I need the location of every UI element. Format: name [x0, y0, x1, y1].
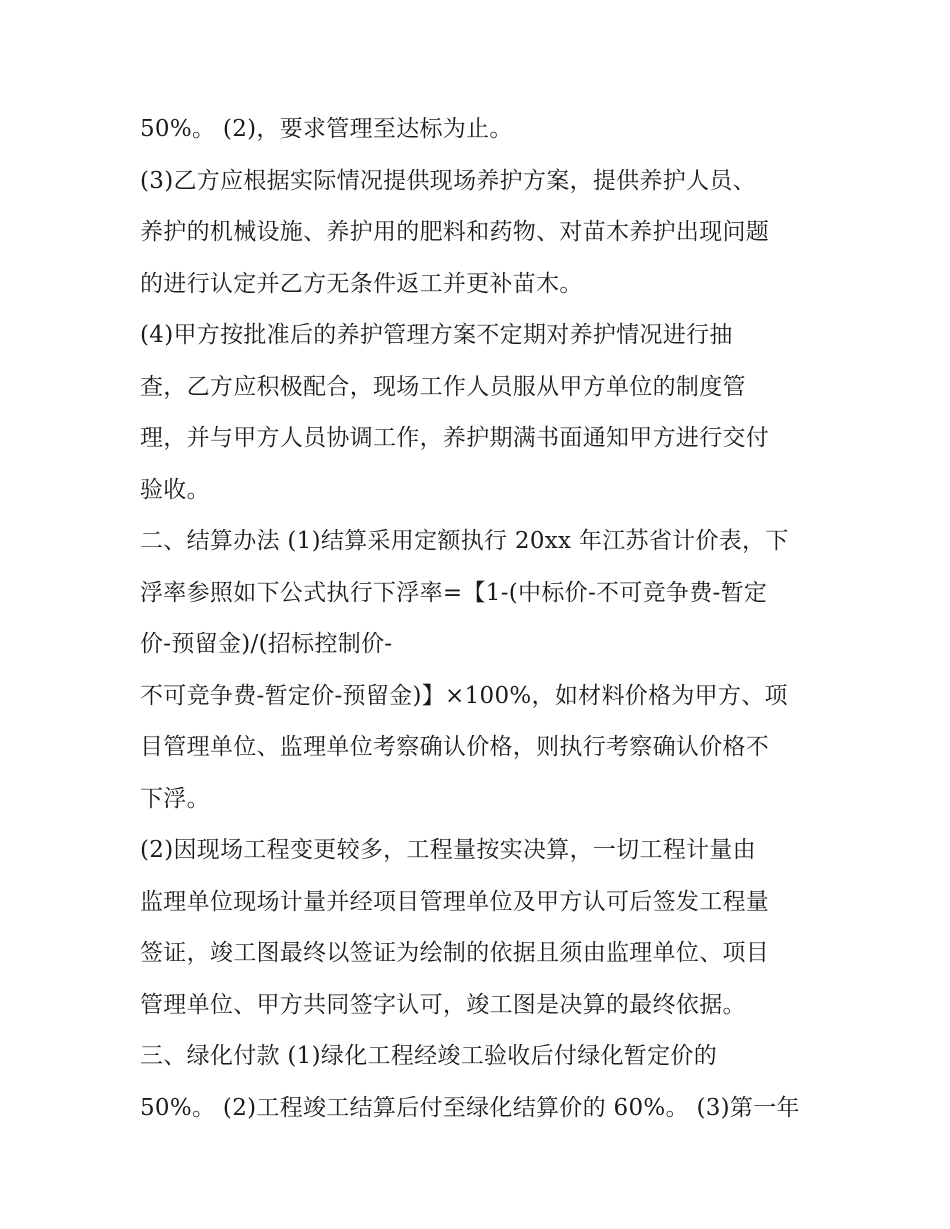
text-line: (2)因现场工程变更较多，工程量按实决算，一切工程计量由 — [140, 837, 756, 863]
text-line: 三、绿化付款 (1)绿化工程经竣工验收后付绿化暂定价的 — [140, 1043, 717, 1069]
text-line: 下浮。 — [140, 785, 210, 812]
text-line: 管理单位、甲方共同签字认可，竣工图是决算的最终依据。 — [140, 991, 746, 1018]
text-line: 监理单位现场计量并经项目管理单位及甲方认可后签发工程量 — [140, 888, 770, 915]
text-line: 目管理单位、监理单位考察确认价格，则执行考察确认价格不 — [140, 734, 770, 760]
text-line: 价-预留金)/(招标控制价- — [140, 631, 393, 657]
text-line: 50%。 (2)工程竣工结算后付至绿化结算价的 60%。 (3)第一年 — [140, 1094, 800, 1121]
document-body — [140, 104, 820, 1134]
text-line: (4)甲方按批准后的养护管理方案不定期对养护情况进行抽 — [140, 322, 733, 348]
text-line: 查，乙方应积极配合，现场工作人员服从甲方单位的制度管 — [140, 373, 746, 400]
text-line: 养护的机械设施、养护用的肥料和药物、对苗木养护出现问题 — [140, 219, 770, 245]
text-line: 不可竞争费-暂定价-预留金)】×100%，如材料价格为甲方、项 — [140, 682, 788, 709]
text-line: 的进行认定并乙方无条件返工并更补苗木。 — [140, 270, 583, 297]
text-line: 签证，竣工图最终以签证为绘制的依据且须由监理单位、项目 — [140, 940, 770, 966]
text-line: 50%。 (2)，要求管理至达标为止。 — [140, 116, 513, 142]
text-line: 验收。 — [140, 476, 210, 503]
text-line: 浮率参照如下公式执行下浮率=【1-(中标价-不可竞争费-暂定 — [140, 579, 768, 606]
text-line: 理，并与甲方人员协调工作，养护期满书面通知甲方进行交付 — [140, 425, 770, 451]
text-line: (3)乙方应根据实际情况提供现场养护方案，提供养护人员、 — [140, 167, 756, 194]
text-line: 二、结算办法 (1)结算采用定额执行 20xx 年江苏省计价表，下 — [140, 528, 789, 554]
